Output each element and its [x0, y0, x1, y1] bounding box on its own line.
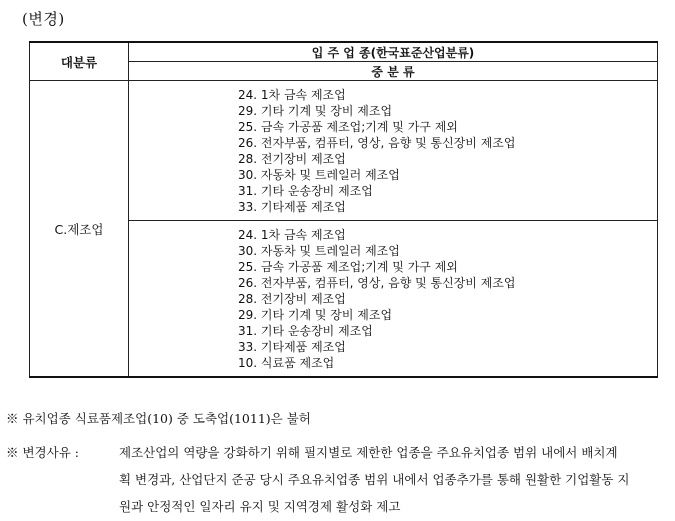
list-item: 31. 기타 운송장비 제조업	[238, 324, 373, 338]
group-a-list	[129, 81, 657, 220]
list-item: 31. 기타 운송장비 제조업	[238, 184, 373, 198]
header-industry: 입 주 업 종(한국표준산업분류)	[129, 42, 658, 62]
group-a-cell	[129, 81, 658, 221]
note-reason-label: ※ 변경사유 :	[6, 445, 79, 460]
header-mid-category: 중 분 류	[129, 62, 658, 81]
list-item: 28. 전기장비 제조업	[238, 292, 346, 306]
list-item: 29. 기타 기계 및 장비 제조업	[238, 308, 393, 322]
list-item: 30. 자동차 및 트레일러 제조업	[238, 168, 400, 182]
note-change-reason	[6, 439, 668, 520]
list-item: 33. 기타제품 제조업	[238, 200, 346, 214]
note-prohibition: ※ 유치업종 식료품제조업(10) 중 도축업(1011)은 불허	[6, 411, 311, 426]
list-item: 26. 전자부품, 컴퓨터, 영상, 음향 및 통신장비 제조업	[238, 136, 516, 150]
list-item: 26. 전자부품, 컴퓨터, 영상, 음향 및 통신장비 제조업	[238, 276, 516, 290]
industry-table	[29, 41, 658, 378]
list-item: 24. 1차 금속 제조업	[238, 88, 346, 102]
list-item: 29. 기타 기계 및 장비 제조업	[238, 104, 393, 118]
list-item: 10. 식료품 제조업	[238, 356, 335, 370]
header-major-category: 대분류	[30, 42, 129, 81]
list-item: 33. 기타제품 제조업	[238, 340, 346, 354]
category-cell: C.제조업	[30, 81, 129, 378]
list-item: 25. 금속 가공품 제조업;기계 및 가구 제외	[238, 260, 458, 274]
list-item: 28. 전기장비 제조업	[238, 152, 346, 166]
note-reason-line: 원과 안정적인 일자리 유지 및 지역경제 활성화 제고	[119, 499, 401, 514]
group-b-list	[129, 221, 657, 376]
section-heading: (변경)	[22, 10, 65, 28]
note-reason-line: 획 변경과, 산업단지 준공 당시 주요유치업종 범위 내에서 업종추가를 통해 원활한 기업활동 지	[119, 472, 630, 487]
list-item: 24. 1차 금속 제조업	[238, 228, 346, 242]
list-item: 25. 금속 가공품 제조업;기계 및 가구 제외	[238, 120, 458, 134]
note-reason-line: 제조산업의 역량을 강화하기 위해 필지별로 제한한 업종을 주요유치업종 범위 내에서 배치계	[119, 445, 618, 460]
group-b-cell	[129, 221, 658, 378]
list-item: 30. 자동차 및 트레일러 제조업	[238, 244, 400, 258]
